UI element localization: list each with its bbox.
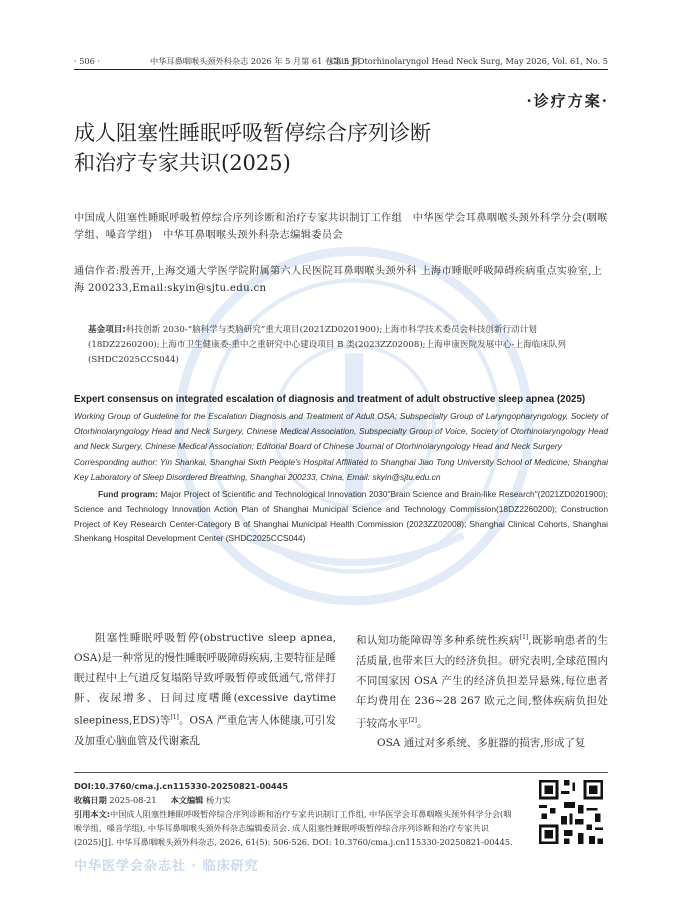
editor-name: 杨力实 [205, 795, 231, 805]
paragraph: OSA 通过对多系统、多脏器的损害,形成了复 [377, 737, 586, 749]
column-tag: ·诊疗方案· [526, 92, 609, 110]
publisher-logo: 中华医学会杂志社 · 临床研究 [74, 859, 259, 874]
fund-program-cn [88, 323, 608, 368]
running-title-en: Chin J Otorhinolaryngol Head Neck Surg, May 2026, Vol. 61, No. 5 [329, 56, 608, 66]
english-corresponding: Corresponding author: Yin Shankai, Shanghai Sixth People's Hospital Affiliated to Shanghai Jiao Tong University School of Medicine; Shanghai Key Laboratory of Sleep Disordered Breathing, Shanghai 200233, China, Email: skyin@sjtu.edu.cn [74, 457, 608, 483]
english-fund [74, 487, 608, 546]
received-date: 2025-08-21 [109, 795, 157, 805]
body-column-left [74, 628, 336, 751]
received-label: 收稿日期 [74, 795, 107, 805]
header-rule [74, 69, 608, 70]
english-fund-label: Fund program: [98, 488, 158, 499]
fund-label-cn: 基金项目: [88, 325, 126, 335]
paragraph [74, 628, 336, 751]
text-run: 。OSA 严重危害人体健康,可引发及加重心脑血管及代谢紊乱 [74, 714, 337, 747]
english-title: Expert consensus on integrated escalation of diagnosis and treatment of adult obstructive sleep apnea (2025) [74, 394, 586, 405]
editor-label: 本文编辑 [170, 795, 204, 805]
qr-code-icon[interactable] [536, 777, 606, 847]
citation-text: 中国成人阻塞性睡眠呼吸暂停综合序列诊断和治疗专家共识制订工作组, 中华医学会耳鼻咽喉头颈外科学分会(咽喉学组、嗓音学组), 中华耳鼻咽喉头颈外科杂志编辑委员会. 成人阻塞性睡眠呼吸暂停综合序列诊断和治疗专家共识(2025)[J]. 中华耳鼻咽喉头颈外科杂志, 2026, 61(5): 506-526. DOI: 10.3760/cma.j.cn115330-20250821-00445. [74, 809, 513, 847]
title-line-2: 和治疗专家共识(2025) [74, 151, 291, 175]
reference-link[interactable]: [1] [519, 634, 529, 641]
author-groups-cn: 中国成人阻塞性睡眠呼吸暂停综合序列诊断和治疗专家共识制订工作组 中华医学会耳鼻咽喉头颈外科学分会(咽喉学组、嗓音学组) 中华耳鼻咽喉头颈外科杂志编辑委员会 [74, 213, 608, 241]
body-column-right [356, 628, 608, 753]
citation-label: 引用本文: [74, 809, 111, 819]
reference-link[interactable]: [1] [170, 714, 179, 721]
text-run: 和认知功能障碍等多种系统性疾病 [356, 634, 520, 647]
article-footer [74, 779, 514, 849]
reference-link[interactable]: [2] [408, 716, 417, 724]
running-title-cn: 中华耳鼻咽喉头颈外科杂志 2026 年 5 月第 61 卷第 5 期 [150, 56, 360, 66]
text-run: 阻塞性睡眠呼吸暂停(obstructive sleep apnea, OSA)是一种常见的慢性睡眠呼吸障碍疾病,主要特征是睡眠过程中上气道反复塌陷导致呼吸暂停或低通气,常伴打鼾、夜尿增多、日间过度嗜睡(excessive daytime sleepiness,EDS)等 [74, 632, 336, 727]
corresponding-author-cn: 通信作者:殷善开,上海交通大学医学院附属第六人民医院耳鼻咽喉头颈外科 上海市睡眠呼吸障碍疾病重点实验室,上海 200233,Email:skyin@sjtu.edu.cn [74, 266, 603, 294]
text-run: ,既影响患者的生活质量,也带来巨大的经济负担。研究表明,全球范围内不同国家因 OSA 产生的经济负担差异悬殊,每位患者年均费用在 236~28 267 欧元之间,整体疾病负担处于较高水平 [356, 634, 609, 729]
english-fund-text: Major Project of Scientific and Technological Innovation 2030"Brain Science and Brain-like Research"(2021ZD0201900); Science and Technology Innovation Action Plan of Shanghai Municipal Science and Technology Commission(18DZ2260200); Construction Project of Key Research Center-Category B of Shanghai Municipal Health Commission (2023ZZ02008); Shanghai Clinical Cohorts, Shanghai Shenkang Hospital Development Center (SHDC2025CCS044) [74, 488, 608, 544]
page-number: · 506 · [74, 56, 101, 66]
title-line-1: 成人阻塞性睡眠呼吸暂停综合序列诊断 [74, 121, 431, 145]
text-run: 。 [417, 717, 428, 729]
paragraph [356, 628, 608, 733]
english-groups: Working Group of Guideline for the Escalation Diagnosis and Treatment of Adult OSA; Subspecialty Group of Laryngopharyngology, Society of Otorhinolaryngology Head and Neck Surgery, Chinese Medical Association, Subspecialty Group of Voice, Society of Otorhinolaryngology Head and Neck Surgery, Chinese Medical Association; Editorial Board of Chinese Journal of Otorhinolaryngology Head and Neck Surgery [74, 411, 608, 451]
english-abstract-block [74, 393, 608, 546]
article-title [74, 118, 594, 178]
doi-text[interactable]: DOI:10.3760/cma.j.cn115330-20250821-00445 [74, 781, 289, 791]
fund-text-cn: 科技创新 2030-“脑科学与类脑研究”重大项目(2021ZD0201900);上海市科学技术委员会科技创新行动计划(18DZ2260200);上海市卫生健康委-重中之重研究中心建设项目 B 类(2023ZZ02008);上海申康医院发展中心-上海临床队列(SHDC2025CCS044) [88, 325, 566, 365]
footer-rule [74, 772, 608, 773]
